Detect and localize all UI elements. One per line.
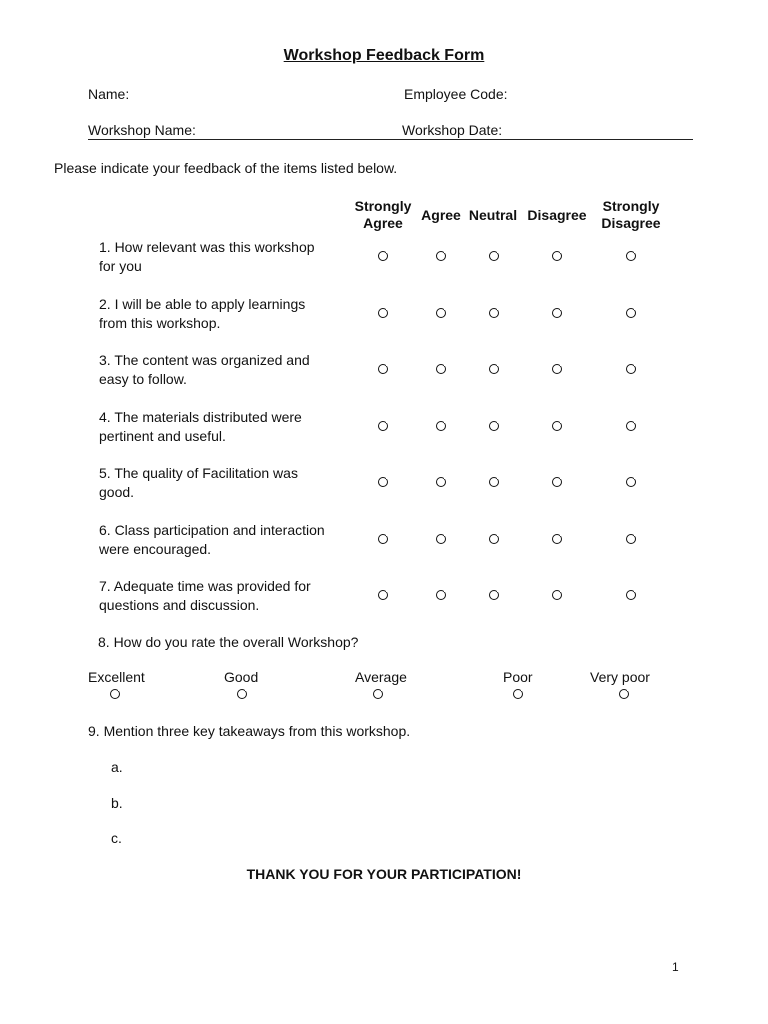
q3-radio-disagree[interactable]: [552, 364, 562, 374]
q2-radio-strongly-disagree[interactable]: [626, 308, 636, 318]
takeaway-b-label: b.: [111, 795, 123, 811]
q4-radio-strongly-agree[interactable]: [378, 421, 388, 431]
q2-radio-agree[interactable]: [436, 308, 446, 318]
rating-radio-good[interactable]: [237, 689, 247, 699]
rating-radio-very-poor[interactable]: [619, 689, 629, 699]
q8-text: 8. How do you rate the overall Workshop?: [98, 634, 359, 650]
q6-radio-neutral[interactable]: [489, 534, 499, 544]
question-6-text: [99, 521, 349, 559]
col-agree: Agree: [421, 207, 461, 223]
q7-radio-disagree[interactable]: [552, 590, 562, 600]
q4-radio-strongly-disagree[interactable]: [626, 421, 636, 431]
q3-radio-agree[interactable]: [436, 364, 446, 374]
q3-radio-neutral[interactable]: [489, 364, 499, 374]
workshop-name-field-label: Workshop Name:: [88, 122, 196, 138]
q1-radio-disagree[interactable]: [552, 251, 562, 261]
col-neutral: Neutral: [468, 207, 518, 223]
question-line: good.: [99, 484, 135, 500]
q9-text: 9. Mention three key takeaways from this workshop.: [88, 723, 411, 739]
question-line: 5. The quality of Facilitation was: [99, 465, 298, 481]
form-title: Workshop Feedback Form: [283, 47, 485, 64]
q1-radio-strongly-disagree[interactable]: [626, 251, 636, 261]
q6-radio-strongly-agree[interactable]: [378, 534, 388, 544]
takeaway-c-label: c.: [111, 830, 122, 846]
question-7-text: [99, 577, 349, 615]
rating-radio-average[interactable]: [373, 689, 383, 699]
rating-radio-poor[interactable]: [513, 689, 523, 699]
name-field-label: Name:: [88, 86, 130, 102]
rating-label-average: Average: [355, 669, 407, 685]
question-line: from this workshop.: [99, 315, 221, 331]
col-disagree: Disagree: [527, 207, 587, 223]
q7-radio-neutral[interactable]: [489, 590, 499, 600]
question-line: 6. Class participation and interaction: [99, 522, 325, 538]
q5-radio-strongly-agree[interactable]: [378, 477, 388, 487]
header-divider: [88, 139, 693, 140]
workshop-date-field-label: Workshop Date:: [402, 122, 503, 138]
rating-radio-excellent[interactable]: [110, 689, 120, 699]
q1-radio-agree[interactable]: [436, 251, 446, 261]
q2-radio-neutral[interactable]: [489, 308, 499, 318]
question-5-text: [99, 464, 349, 502]
rating-label-very-poor: Very poor: [590, 669, 650, 685]
takeaway-a-label: a.: [111, 759, 123, 775]
question-2-text: [99, 295, 349, 333]
rating-label-excellent: Excellent: [88, 669, 145, 685]
q2-radio-strongly-agree[interactable]: [378, 308, 388, 318]
q1-radio-strongly-agree[interactable]: [378, 251, 388, 261]
q6-radio-disagree[interactable]: [552, 534, 562, 544]
q6-radio-strongly-disagree[interactable]: [626, 534, 636, 544]
question-1-text: [99, 238, 349, 276]
question-line: pertinent and useful.: [99, 428, 226, 444]
question-line: for you: [99, 258, 142, 274]
q4-radio-agree[interactable]: [436, 421, 446, 431]
question-line: 3. The content was organized and: [99, 352, 310, 368]
q5-radio-strongly-disagree[interactable]: [626, 477, 636, 487]
question-line: easy to follow.: [99, 371, 187, 387]
q3-radio-strongly-disagree[interactable]: [626, 364, 636, 374]
question-line: were encouraged.: [99, 541, 212, 557]
employee-code-field-label: Employee Code:: [404, 86, 508, 102]
question-3-text: [99, 351, 349, 389]
q6-radio-agree[interactable]: [436, 534, 446, 544]
q5-radio-agree[interactable]: [436, 477, 446, 487]
q3-radio-strongly-agree[interactable]: [378, 364, 388, 374]
q7-radio-agree[interactable]: [436, 590, 446, 600]
question-4-text: [99, 408, 349, 446]
q7-radio-strongly-disagree[interactable]: [626, 590, 636, 600]
q4-radio-neutral[interactable]: [489, 421, 499, 431]
question-line: 4. The materials distributed were: [99, 409, 302, 425]
q1-radio-neutral[interactable]: [489, 251, 499, 261]
q4-radio-disagree[interactable]: [552, 421, 562, 431]
question-line: 1. How relevant was this workshop: [99, 239, 315, 255]
rating-label-poor: Poor: [503, 669, 533, 685]
instructions: Please indicate your feedback of the items listed below.: [54, 160, 398, 176]
col-strongly-agree: Strongly Agree: [354, 198, 412, 231]
q7-radio-strongly-agree[interactable]: [378, 590, 388, 600]
col-strongly-disagree: Strongly Disagree: [601, 198, 661, 231]
q5-radio-disagree[interactable]: [552, 477, 562, 487]
question-line: questions and discussion.: [99, 597, 260, 613]
thank-you-message: THANK YOU FOR YOUR PARTICIPATION!: [246, 866, 522, 882]
page-number: 1: [672, 960, 679, 974]
q5-radio-neutral[interactable]: [489, 477, 499, 487]
q2-radio-disagree[interactable]: [552, 308, 562, 318]
question-line: 2. I will be able to apply learnings: [99, 296, 306, 312]
rating-label-good: Good: [224, 669, 259, 685]
question-line: 7. Adequate time was provided for: [99, 578, 311, 594]
